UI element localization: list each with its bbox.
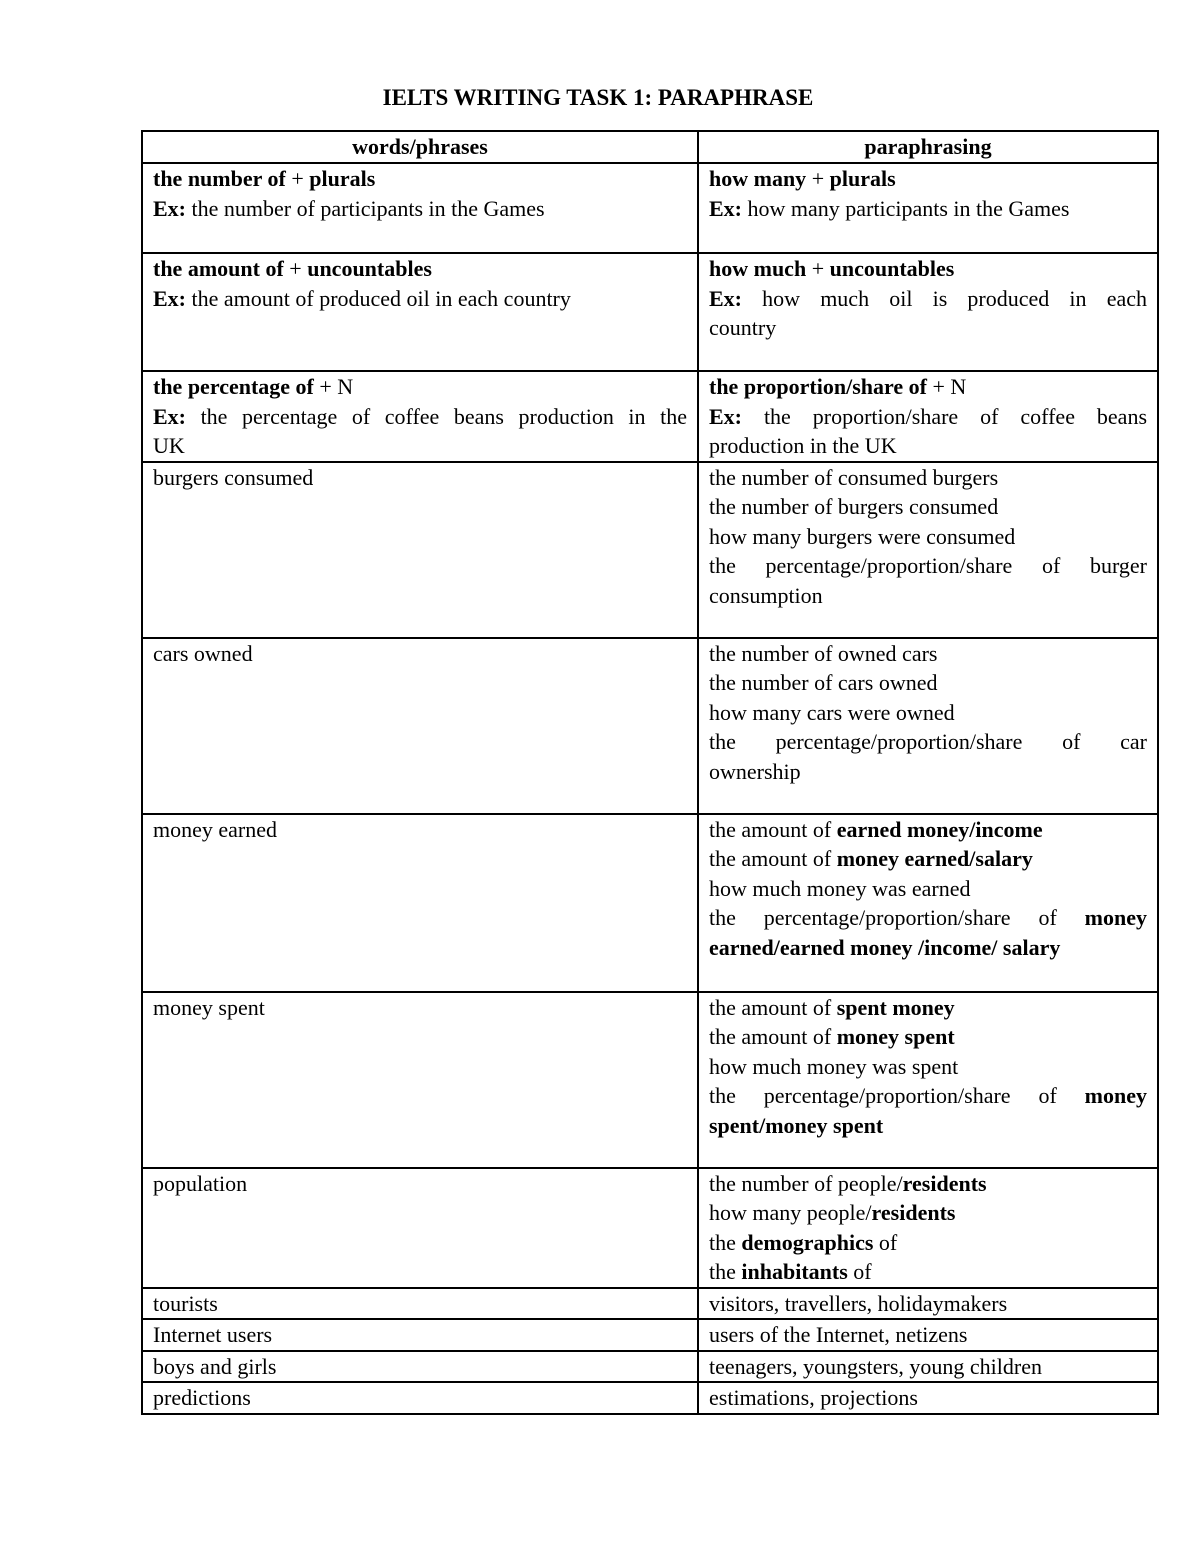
paraphrasing-cell-line: the demographics of	[709, 1229, 898, 1255]
paraphrasing-cell-line: production in the UK	[709, 433, 897, 458]
table-body	[142, 163, 1158, 1414]
words-phrases-cell	[142, 1319, 698, 1351]
paraphrasing-cell-line: how many people/residents	[709, 1200, 956, 1225]
words-phrases-cell-line: boys and girls	[153, 1353, 277, 1379]
table-row	[142, 992, 1158, 1168]
words-phrases-cell	[142, 1382, 698, 1414]
paraphrasing-cell	[698, 814, 1158, 992]
words-phrases-cell-line: cars owned	[153, 640, 253, 666]
words-phrases-cell-line: Internet users	[153, 1322, 273, 1347]
table-row	[142, 1319, 1158, 1351]
paraphrasing-cell-line: ownership	[709, 758, 801, 784]
words-phrases-cell-line: Ex: the number of participants in the Games	[153, 195, 545, 221]
paraphrasing-cell-line: the amount of money spent	[709, 1024, 955, 1049]
table-row	[142, 1288, 1158, 1320]
words-phrases-cell	[142, 462, 698, 638]
paraphrasing-cell	[698, 638, 1158, 814]
paraphrase-table	[141, 130, 1159, 1415]
words-phrases-cell-line: Ex: the percentage of coffee beans production in the	[153, 403, 687, 429]
paraphrasing-cell-line: the percentage/proportion/share of car	[709, 729, 1147, 754]
paraphrasing-cell-line: the amount of spent money	[709, 994, 955, 1020]
words-phrases-cell-line: Ex: the amount of produced oil in each country	[153, 285, 571, 311]
paraphrasing-cell-line: the amount of earned money/income	[709, 816, 1043, 842]
paraphrasing-cell-line: how many + plurals	[709, 166, 896, 191]
words-phrases-cell	[142, 638, 698, 814]
paraphrasing-cell	[698, 1288, 1158, 1320]
words-phrases-cell-line: tourists	[153, 1290, 218, 1316]
table-row	[142, 371, 1158, 462]
words-phrases-cell	[142, 371, 698, 462]
words-phrases-cell-line: predictions	[153, 1385, 251, 1410]
words-phrases-cell	[142, 992, 698, 1168]
paraphrasing-cell-line: Ex: the proportion/share of coffee beans	[709, 403, 1147, 429]
paraphrasing-cell-line: the amount of money earned/salary	[709, 846, 1033, 871]
paraphrasing-cell-line: country	[709, 315, 777, 340]
paraphrasing-cell-line: how much money was earned	[709, 875, 971, 901]
words-phrases-cell	[142, 1351, 698, 1383]
table-row	[142, 462, 1158, 638]
words-phrases-cell-line: burgers consumed	[153, 464, 314, 490]
paraphrasing-cell-line: the number of people/residents	[709, 1170, 987, 1196]
words-phrases-cell-line: the amount of + uncountables	[153, 256, 432, 281]
paraphrasing-cell-line: the percentage/proportion/share of money	[709, 1083, 1147, 1108]
paraphrasing-cell-line: earned/earned money /income/ salary	[709, 934, 1061, 960]
paraphrasing-cell	[698, 371, 1158, 462]
paraphrasing-cell-line: the inhabitants of	[709, 1259, 872, 1284]
table-header-row	[142, 131, 1158, 163]
table-row	[142, 814, 1158, 992]
paraphrasing-cell-line: the percentage/proportion/share of burger	[709, 553, 1147, 578]
paraphrasing-cell	[698, 163, 1158, 253]
paraphrasing-cell-line: visitors, travellers, holidaymakers	[709, 1290, 1008, 1316]
words-phrases-cell-line: UK	[153, 433, 185, 458]
paraphrasing-cell	[698, 253, 1158, 371]
column-header-words-phrases: words/phrases	[142, 131, 698, 163]
paraphrasing-cell-line: consumption	[709, 582, 823, 608]
paraphrasing-cell-line: the number of consumed burgers	[709, 464, 999, 490]
paraphrasing-cell-line: how many burgers were consumed	[709, 523, 1016, 549]
paraphrasing-cell-line: spent/money spent	[709, 1112, 884, 1138]
words-phrases-cell	[142, 253, 698, 371]
words-phrases-cell-line: the percentage of + N	[153, 374, 354, 399]
column-header-paraphrasing: paraphrasing	[698, 131, 1158, 163]
words-phrases-cell	[142, 1288, 698, 1320]
paraphrasing-cell-line: how much + uncountables	[709, 256, 955, 281]
words-phrases-cell	[142, 814, 698, 992]
paraphrasing-cell	[698, 1319, 1158, 1351]
paraphrasing-cell	[698, 992, 1158, 1168]
words-phrases-cell-line: money spent	[153, 994, 265, 1020]
paraphrasing-cell-line: the number of cars owned	[709, 670, 938, 695]
paraphrasing-cell-line: the proportion/share of + N	[709, 374, 967, 399]
words-phrases-cell-line: population	[153, 1170, 248, 1196]
paraphrasing-cell-line: the number of burgers consumed	[709, 494, 999, 519]
words-phrases-cell	[142, 1168, 698, 1288]
table-row	[142, 163, 1158, 253]
paraphrasing-cell-line: Ex: how many participants in the Games	[709, 195, 1070, 221]
paraphrasing-cell	[698, 462, 1158, 638]
paraphrasing-cell-line: the number of owned cars	[709, 640, 938, 666]
table-row	[142, 1168, 1158, 1288]
table-row	[142, 253, 1158, 371]
table-row	[142, 1382, 1158, 1414]
paraphrasing-cell-line: estimations, projections	[709, 1385, 918, 1410]
paraphrasing-cell-line: Ex: how much oil is produced in each	[709, 285, 1147, 311]
words-phrases-cell	[142, 163, 698, 253]
table-row	[142, 1351, 1158, 1383]
page-title: IELTS WRITING TASK 1: PARAPHRASE	[382, 85, 814, 110]
words-phrases-cell-line: money earned	[153, 816, 277, 842]
paraphrasing-cell-line: the percentage/proportion/share of money	[709, 905, 1147, 930]
paraphrasing-cell-line: teenagers, youngsters, young children	[709, 1353, 1042, 1379]
words-phrases-cell-line: the number of + plurals	[153, 166, 376, 191]
paraphrasing-cell-line: users of the Internet, netizens	[709, 1322, 968, 1347]
paraphrasing-cell	[698, 1382, 1158, 1414]
table-row	[142, 638, 1158, 814]
paraphrasing-cell	[698, 1168, 1158, 1288]
paraphrasing-cell	[698, 1351, 1158, 1383]
paraphrasing-cell-line: how much money was spent	[709, 1053, 959, 1079]
paraphrasing-cell-line: how many cars were owned	[709, 699, 955, 725]
